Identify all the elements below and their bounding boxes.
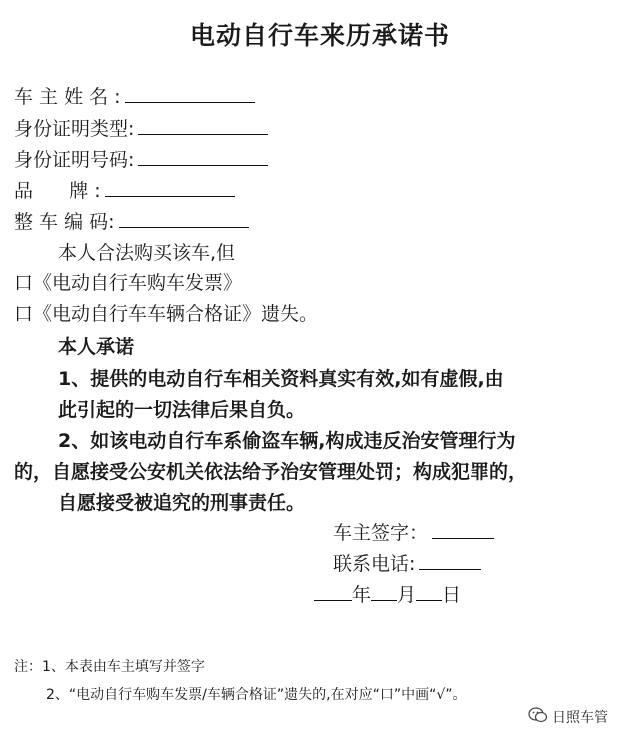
id-number-row — [14, 145, 268, 172]
frame-number-label: 整 车 编 码: — [14, 211, 115, 233]
brand-label: 品 牌 : — [14, 180, 101, 202]
frame-number-blank[interactable] — [119, 209, 249, 228]
year-label: 年 — [352, 584, 372, 606]
id-type-row — [14, 114, 268, 141]
owner-signature-blank[interactable] — [432, 520, 494, 539]
promise-item1-line2: 此引起的一切法律后果自负。 — [58, 399, 306, 421]
promise-item1-line1: 1、提供的电动自行车相关资料真实有效,如有虚假,由 — [58, 368, 504, 390]
day-blank[interactable] — [416, 582, 442, 601]
watermark — [528, 706, 608, 728]
month-label: 月 — [397, 584, 417, 606]
option-invoice: 口《电动自行车购车发票》 — [14, 272, 243, 294]
id-type-blank[interactable] — [138, 116, 268, 135]
intro-text: 本人合法购买该车,但 — [58, 242, 236, 264]
owner-name-label: 车 主 姓 名 : — [14, 86, 121, 108]
phone-blank[interactable] — [419, 551, 481, 570]
date-row — [314, 580, 461, 607]
frame-number-row — [14, 207, 249, 234]
id-type-label: 身份证明类型: — [14, 118, 135, 140]
option-certificate: 口《电动自行车车辆合格证》遗失。 — [14, 303, 319, 325]
page-title: 电动自行车来历承诺书 — [189, 21, 450, 50]
promise-item2-line1: 2、如该电动自行车系偷盗车辆,构成违反治安管理行为 — [58, 430, 516, 452]
watermark-text: 日照车管 — [552, 710, 608, 726]
id-number-blank[interactable] — [138, 147, 268, 166]
brand-blank[interactable] — [105, 178, 235, 197]
day-label: 日 — [442, 584, 462, 606]
phone-row — [333, 549, 481, 576]
wechat-icon — [528, 706, 548, 728]
brand-row — [14, 176, 235, 203]
owner-name-row — [14, 82, 255, 109]
promise-heading: 本人承诺 — [58, 336, 135, 358]
owner-signature-label: 车主签字： — [333, 522, 429, 544]
note-1: 注：1、本表由车主填写并签字 — [14, 659, 205, 675]
year-blank[interactable] — [314, 582, 352, 601]
note-2: 2、“电动自行车购车发票/车辆合格证”遗失的,在对应“口”中画“√”。 — [46, 687, 467, 703]
id-number-label: 身份证明号码: — [14, 149, 135, 171]
promise-item2-line2: 的，自愿接受公安机关依法给予治安管理处罚；构成犯罪的， — [14, 461, 528, 483]
phone-label: 联系电话: — [333, 553, 416, 575]
promise-item2-line3: 自愿接受被追究的刑事责任。 — [58, 492, 306, 514]
month-blank[interactable] — [371, 582, 397, 601]
owner-signature-row — [333, 518, 494, 545]
owner-name-blank[interactable] — [125, 84, 255, 103]
